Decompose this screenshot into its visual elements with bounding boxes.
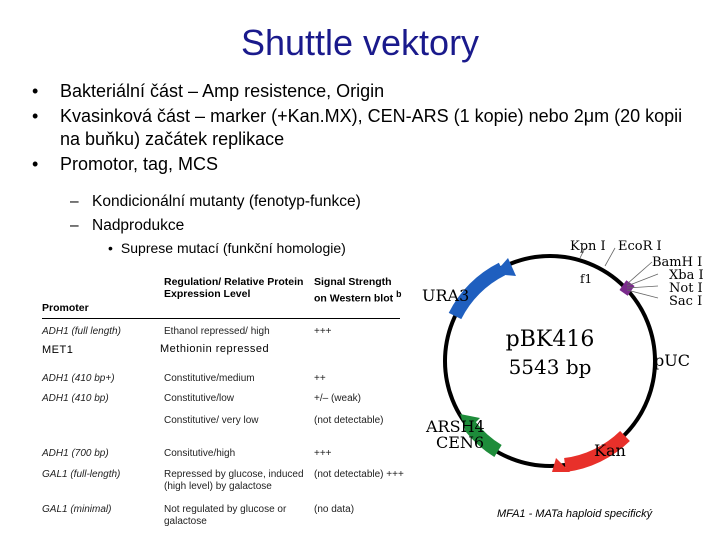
caption-text: MFA1 - MATa haploid specifický (497, 508, 653, 520)
cell-promoter: GAL1 (minimal) (42, 504, 112, 515)
cell-regulation: Not regulated by glucose or galactose (164, 504, 287, 527)
promoter-table (42, 274, 404, 527)
cell-regulation: Constitutive/ very low (164, 415, 259, 426)
label-puc: pUC (654, 351, 690, 370)
label-xba: Xba I (669, 268, 704, 283)
cell-promoter: ADH1 (700 bp) (42, 448, 109, 459)
cell-promoter: GAL1 (full-length) (42, 469, 121, 480)
label-f1: f1 (580, 272, 593, 286)
label-ura3: URA3 (422, 286, 470, 305)
header-promoter: Promoter (42, 302, 89, 314)
header-signal (314, 276, 402, 305)
header-regulation: Regulation/ Relative Protein Expression Level (164, 276, 304, 300)
bullet-text: Promotor, tag, MCS (60, 154, 219, 174)
cell-regulation: Consitutive/high (164, 448, 236, 459)
bullet-dot: • (32, 81, 39, 101)
cell-signal: +++ (314, 448, 332, 459)
plasmid-map (420, 236, 720, 511)
header-signal-footnote: b (396, 289, 402, 299)
label-not: Not I (669, 281, 703, 296)
table-header (42, 274, 400, 319)
overlay-promoter-met1: MET1 (42, 344, 74, 356)
bullet-dot: • (32, 154, 39, 174)
sub-bullet-list (70, 190, 361, 238)
bullet-list (32, 80, 702, 178)
label-cen6: CEN6 (436, 433, 485, 452)
sub-bullet-text: Nadprodukce (92, 217, 185, 234)
sub-bullet-item (70, 190, 361, 214)
label-sac: Sac I (669, 294, 703, 309)
cell-regulation: Repressed by glucose, induced (high level) by galactose (164, 469, 304, 492)
caption (497, 508, 652, 520)
cell-signal: (not detectable) (314, 415, 384, 426)
header-signal-text: Signal Strength on Western blot (314, 276, 394, 305)
overlay-regulation: Methionin repressed (160, 343, 270, 355)
bullet-text: Kvasinková část – marker (+Kan.MX), CEN-ARS (1 kopie) nebo 2μm (20 kopii na buňku) začátek replikace (60, 106, 683, 149)
label-kan: Kan (594, 441, 626, 460)
cell-regulation: Ethanol repressed/ high (164, 326, 270, 337)
sub-bullet-item (70, 214, 361, 238)
bullet-dot: • (32, 106, 39, 126)
cell-regulation: Constitutive/medium (164, 373, 255, 384)
bullet-text: Bakteriální část – Amp resistence, Origin (60, 81, 385, 101)
bullet-item (32, 153, 702, 176)
cell-promoter: ADH1 (full length) (42, 326, 121, 337)
dash-marker: – (70, 217, 79, 234)
cell-signal: (not detectable) +++ (314, 469, 404, 480)
cell-promoter: ADH1 (410 bp) (42, 393, 109, 404)
bullet-item (32, 80, 702, 103)
label-bamh: BamH I (652, 255, 703, 270)
sub-sub-bullet-text: Suprese mutací (funkční homologie) (120, 240, 346, 256)
sub-bullet-text: Kondicionální mutanty (fenotyp-funkce) (92, 193, 361, 210)
plasmid-name: pBK416 (505, 327, 595, 352)
label-kpn: Kpn I (570, 239, 606, 254)
slide-title: Shuttle vektory (240, 22, 480, 63)
bullet-dot: • (108, 240, 113, 256)
cell-promoter: ADH1 (410 bp+) (42, 373, 115, 384)
cell-signal: +++ (314, 326, 332, 337)
cell-signal: ++ (314, 373, 326, 384)
cell-signal: (no data) (314, 504, 355, 515)
bullet-item (32, 105, 702, 151)
label-arsh4: ARSH4 (426, 417, 485, 436)
label-ecor: EcoR I (618, 239, 662, 254)
dash-marker: – (70, 193, 79, 210)
cell-regulation: Constitutive/low (164, 393, 235, 404)
cell-signal: +/– (weak) (314, 393, 361, 404)
plasmid-size: 5543 bp (508, 355, 592, 379)
sub-sub-bullet (108, 240, 346, 256)
